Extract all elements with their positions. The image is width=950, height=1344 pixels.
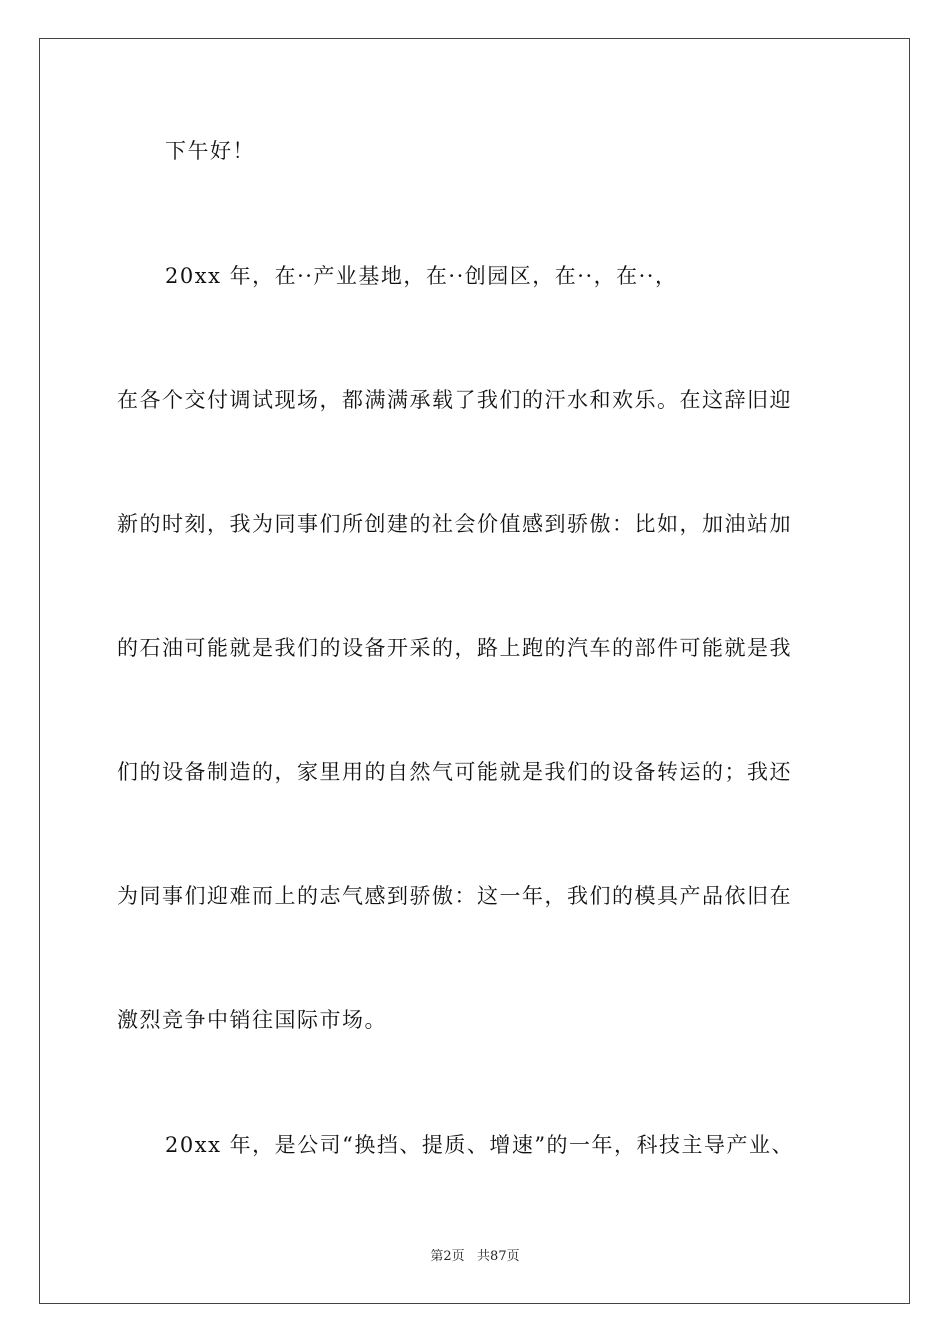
paragraph-1-line-1: 20xx 年，在··产业基地，在··创园区，在··，在··， — [165, 264, 678, 288]
paragraph-2-line-1: 20xx 年，是公司“换挡、提质、增速”的一年，科技主导产业、 — [165, 1133, 795, 1157]
paragraph-1-line-4: 的石油可能就是我们的设备开采的，路上跑的汽车的部件可能就是我 — [117, 636, 792, 660]
paragraph-1-line-7: 激烈竞争中销往国际市场。 — [117, 1008, 387, 1032]
paragraph-1-line-2: 在各个交付调试现场，都满满承载了我们的汗水和欢乐。在这辞旧迎 — [117, 388, 792, 412]
greeting-line: 下午好！ — [165, 139, 255, 163]
page-border — [39, 38, 910, 1304]
page-number-footer: 第2页 共87页 — [430, 1249, 520, 1264]
paragraph-1-line-6: 为同事们迎难而上的志气感到骄傲：这一年，我们的模具产品依旧在 — [117, 884, 792, 908]
paragraph-1-line-5: 们的设备制造的，家里用的自然气可能就是我们的设备转运的；我还 — [117, 760, 792, 784]
paragraph-1-line-3: 新的时刻，我为同事们所创建的社会价值感到骄傲：比如，加油站加 — [117, 512, 792, 536]
